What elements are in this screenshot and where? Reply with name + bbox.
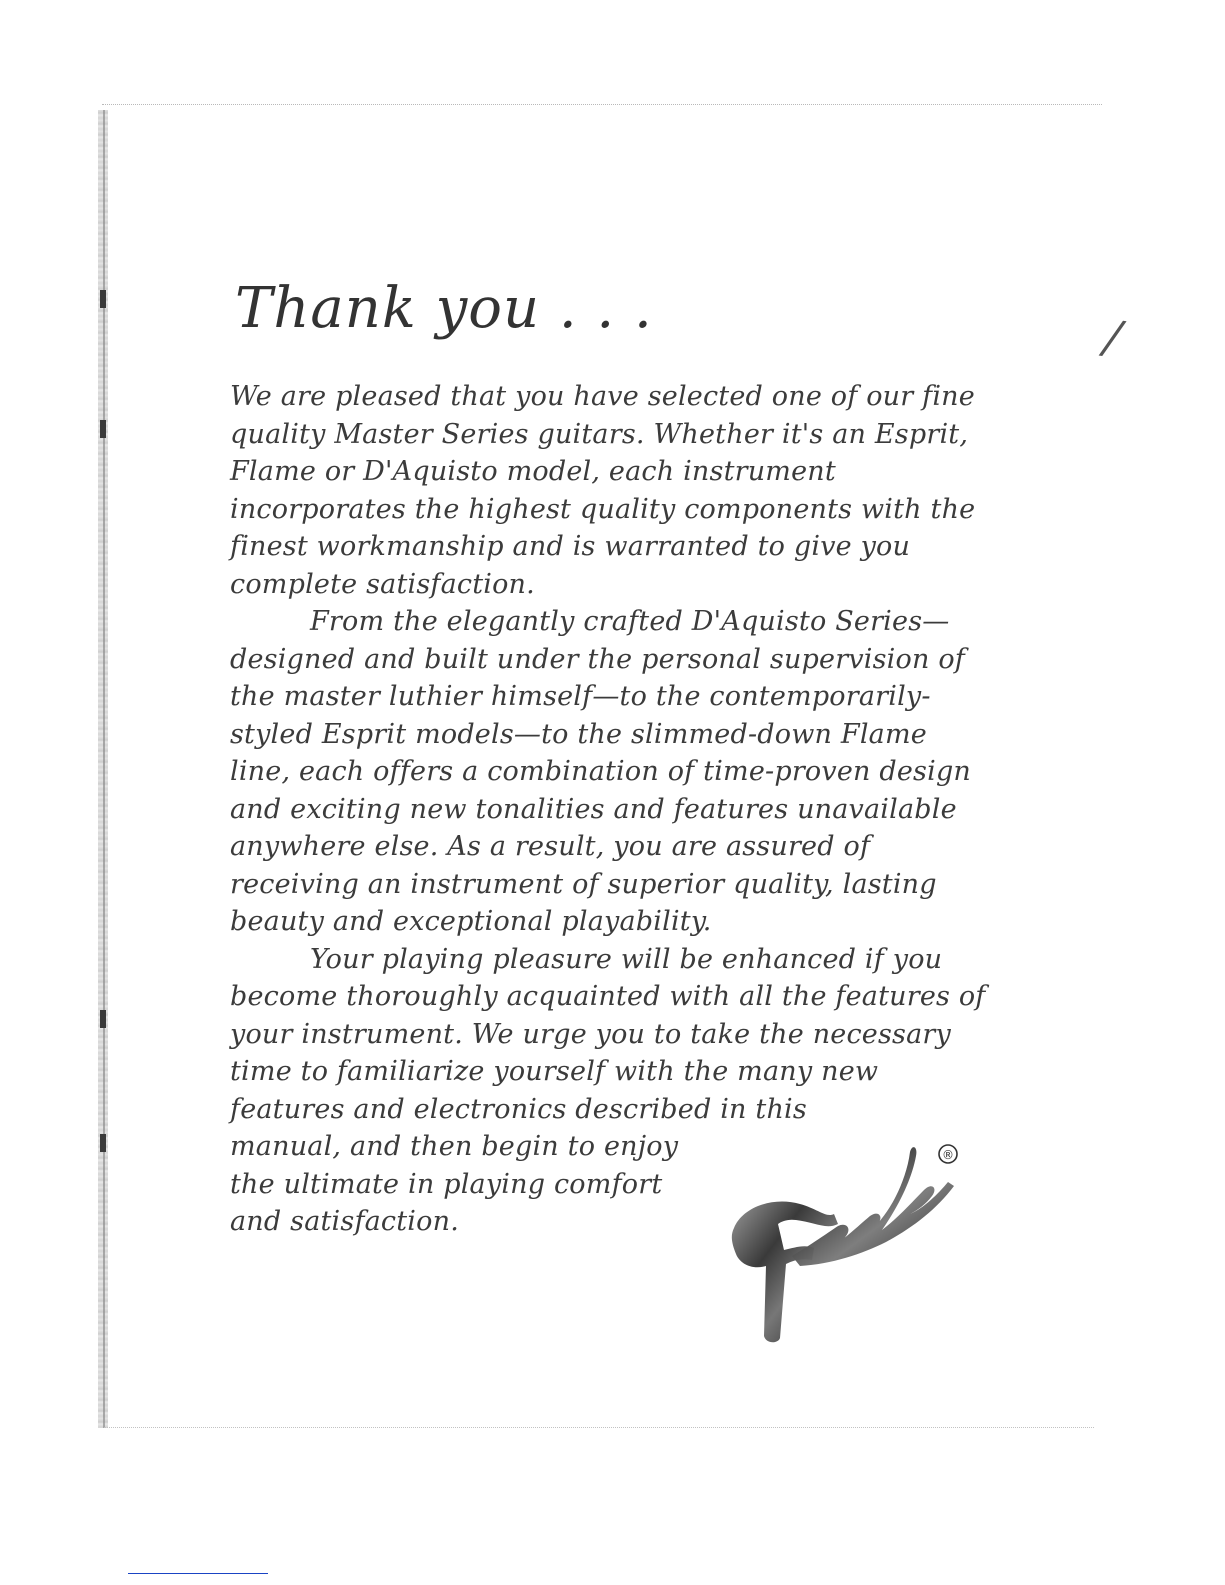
body-line: From the elegantly crafted D'Aquisto Series— bbox=[310, 606, 950, 637]
body-line: time to familiarize yourself with the many new bbox=[230, 1056, 879, 1087]
body-line: Flame or D'Aquisto model, each instrument bbox=[230, 456, 836, 487]
body-line: complete satisfaction. bbox=[230, 568, 535, 600]
body-line: finest workmanship and is warranted to give you bbox=[230, 531, 911, 562]
body-line: We are pleased that you have selected one of our fine bbox=[230, 381, 975, 412]
body-line: the ultimate in playing comfort bbox=[230, 1168, 663, 1200]
body-line: features and electronics described in this bbox=[230, 1093, 807, 1125]
body-line: incorporates the highest quality components with the bbox=[230, 493, 976, 525]
page-title: Thank you . . . bbox=[235, 276, 653, 341]
binding-mark bbox=[100, 1134, 106, 1152]
body-line: styled Esprit models—to the slimmed-down Flame bbox=[230, 718, 927, 750]
body-line: Your playing pleasure will be enhanced if you bbox=[310, 943, 943, 975]
page-border-top bbox=[102, 104, 1102, 105]
body-line: manual, and then begin to enjoy bbox=[230, 1131, 679, 1162]
binding-mark bbox=[100, 1010, 106, 1028]
binding-mark bbox=[100, 420, 106, 438]
body-line: anywhere else. As a result, you are assured of bbox=[230, 831, 871, 862]
letter-body bbox=[230, 378, 990, 1241]
bottom-rule bbox=[128, 1573, 268, 1574]
body-line: receiving an instrument of superior quality, lasting bbox=[230, 868, 937, 900]
body-line: and exciting new tonalities and features unavailable bbox=[230, 793, 957, 825]
body-line: the master luthier himself—to the contemporarily- bbox=[230, 681, 931, 712]
body-line: line, each offers a combination of time-proven design bbox=[230, 756, 972, 787]
scan-mark: / bbox=[1101, 309, 1125, 365]
body-line: beauty and exceptional playability. bbox=[230, 906, 712, 937]
body-line: your instrument. We urge you to take the necessary bbox=[230, 1018, 951, 1050]
binding-mark bbox=[100, 290, 106, 308]
page-border-bottom bbox=[104, 1427, 1094, 1428]
body-line: and satisfaction. bbox=[230, 1206, 459, 1237]
fender-logo-icon bbox=[722, 1138, 972, 1348]
body-line: become thoroughly acquainted with all the features of bbox=[230, 981, 986, 1012]
registered-mark: ® bbox=[942, 1148, 954, 1162]
body-line: designed and built under the personal supervision of bbox=[230, 643, 965, 675]
body-line: quality Master Series guitars. Whether it's an Esprit, bbox=[230, 418, 969, 450]
